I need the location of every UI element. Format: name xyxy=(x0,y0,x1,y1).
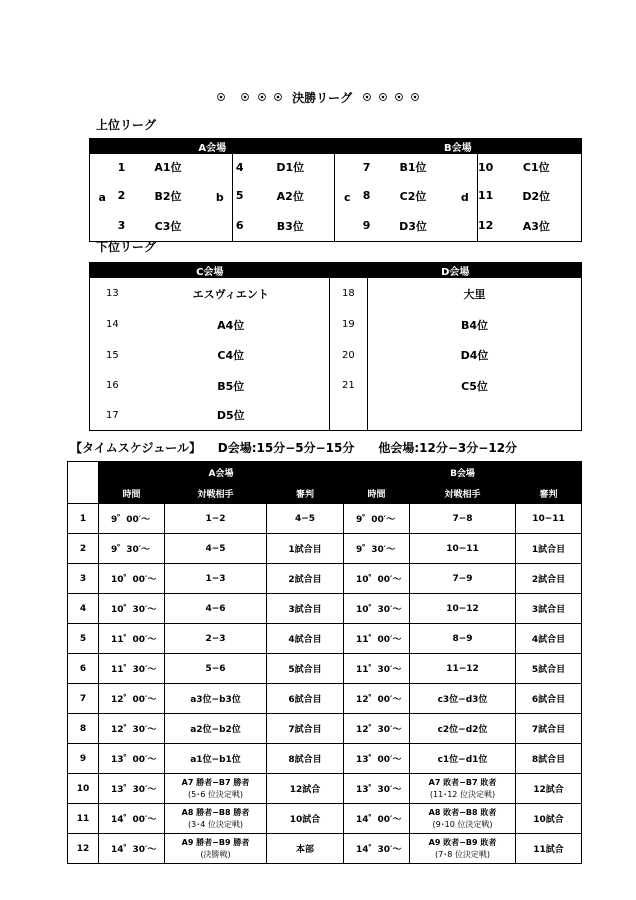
referee-cell: 1試合目 xyxy=(516,534,582,564)
referee-cell: 2試合目 xyxy=(516,564,582,594)
schedule-note: D会場:15分−5分−15分 他会場:12分−3分−12分 xyxy=(217,441,518,455)
team-number: 16 xyxy=(106,380,119,391)
time-cell: 14゜30′〜 xyxy=(99,834,165,864)
schedule-table xyxy=(67,461,582,864)
soccer-ball-icon xyxy=(393,91,405,105)
time-cell: 12゜00′〜 xyxy=(99,684,165,714)
schedule-row xyxy=(68,624,582,654)
referee-cell: 3試合目 xyxy=(516,594,582,624)
team-name: D4位 xyxy=(368,340,582,370)
time-cell: 14゜00′〜 xyxy=(344,804,410,834)
team-number: 12 xyxy=(478,211,492,241)
corner-cell xyxy=(68,462,99,504)
team-number: 3 xyxy=(117,219,126,233)
match-note: (決勝戦) xyxy=(200,849,231,859)
referee-cell: 10試合 xyxy=(516,804,582,834)
schedule-row xyxy=(68,774,582,804)
team-name: 大里 xyxy=(368,278,582,309)
time-cell: 9゜00′〜 xyxy=(344,504,410,534)
team-number: 7 xyxy=(362,160,371,174)
match-note: (7･8 位決定戦) xyxy=(435,849,490,859)
match-cell xyxy=(410,564,516,594)
venue-a-header: A会場 xyxy=(99,462,344,483)
team-name: C3位 xyxy=(154,219,182,233)
match-index: 3 xyxy=(68,564,99,594)
referee-cell: 12試合 xyxy=(267,774,344,804)
referee-cell: 8試合目 xyxy=(267,744,344,774)
referee-cell: 7試合目 xyxy=(516,714,582,744)
team-number: 18 xyxy=(330,278,368,309)
time-cell: 9゜00′〜 xyxy=(99,504,165,534)
match-cell xyxy=(410,774,516,804)
team-number: 11 xyxy=(478,180,492,211)
time-cell: 13゜00′〜 xyxy=(99,744,165,774)
match-teams: 2−3 xyxy=(205,633,226,644)
time-header: 時間 xyxy=(344,483,410,504)
soccer-ball-icon xyxy=(272,91,284,105)
time-cell: 9゜30′〜 xyxy=(99,534,165,564)
match-cell xyxy=(165,714,267,744)
match-teams: A8 敗者−B8 敗者 xyxy=(428,807,497,817)
schedule-row xyxy=(68,654,582,684)
schedule-row xyxy=(68,834,582,864)
match-teams: 10−12 xyxy=(446,603,479,614)
match-cell xyxy=(410,744,516,774)
soccer-ball-icon xyxy=(215,91,227,105)
team-name: B3位 xyxy=(276,219,304,233)
match-teams: 1−2 xyxy=(205,513,226,524)
team-name: C4位 xyxy=(217,349,245,362)
referee-cell: 1試合目 xyxy=(267,534,344,564)
match-cell xyxy=(165,744,267,774)
referee-cell: 4試合目 xyxy=(267,624,344,654)
soccer-ball-icon xyxy=(361,91,373,105)
referee-header: 審判 xyxy=(267,483,344,504)
schedule-row xyxy=(68,714,582,744)
schedule-row xyxy=(68,804,582,834)
referee-cell: 8試合目 xyxy=(516,744,582,774)
match-cell xyxy=(165,624,267,654)
referee-cell: 2試合目 xyxy=(267,564,344,594)
match-cell xyxy=(165,564,267,594)
venue-d-header: D会場 xyxy=(330,263,582,279)
group-label: c xyxy=(335,154,360,241)
match-teams: A8 勝者−B8 勝者 xyxy=(181,807,250,817)
match-cell xyxy=(410,714,516,744)
match-cell xyxy=(165,804,267,834)
schedule-title: 【タイムスケジュール】 xyxy=(70,441,202,455)
match-note: (11･12 位決定戦) xyxy=(429,789,496,799)
team-name: B1位 xyxy=(399,161,427,174)
match-teams: A7 敗者−B7 敗者 xyxy=(428,777,497,787)
time-cell: 12゜30′〜 xyxy=(344,714,410,744)
time-cell: 13゜30′〜 xyxy=(99,774,165,804)
time-cell: 12゜30′〜 xyxy=(99,714,165,744)
lower-league-heading: 下位リーグ xyxy=(96,240,157,254)
match-cell xyxy=(165,654,267,684)
schedule-row xyxy=(68,564,582,594)
team-number: 17 xyxy=(106,409,119,421)
match-index: 8 xyxy=(68,714,99,744)
team-name: A3位 xyxy=(522,219,550,233)
match-cell xyxy=(410,834,516,864)
match-teams: A9 敗者−B9 敗者 xyxy=(428,837,497,847)
match-teams: A7 勝者−B7 勝者 xyxy=(181,777,250,787)
match-note: (3･4 位決定戦) xyxy=(188,819,243,829)
schedule-row xyxy=(68,684,582,714)
group-label: d xyxy=(460,190,469,204)
match-teams: c1位−d1位 xyxy=(437,755,488,765)
match-index: 2 xyxy=(68,534,99,564)
time-cell: 11゜30′〜 xyxy=(99,654,165,684)
team-number: 9 xyxy=(362,219,371,233)
schedule-row xyxy=(68,744,582,774)
team-number: 1 xyxy=(117,160,126,174)
referee-header: 審判 xyxy=(516,483,582,504)
referee-cell: 5試合目 xyxy=(267,654,344,684)
match-cell xyxy=(165,594,267,624)
match-teams: c2位−d2位 xyxy=(437,725,488,735)
match-teams: 11−12 xyxy=(446,663,479,674)
upper-league-heading: 上位リーグ xyxy=(96,118,157,132)
team-name: C5位 xyxy=(368,370,582,401)
team-number: 21 xyxy=(330,370,368,401)
time-cell: 11゜30′〜 xyxy=(344,654,410,684)
page-title xyxy=(0,89,636,106)
match-index: 5 xyxy=(68,624,99,654)
time-cell: 10゜00′〜 xyxy=(99,564,165,594)
time-cell: 14゜30′〜 xyxy=(344,834,410,864)
team-name: A4位 xyxy=(217,318,245,332)
team-number: 20 xyxy=(330,340,368,370)
team-number: 2 xyxy=(117,189,126,202)
match-teams: 4−5 xyxy=(205,543,226,554)
team-name: C1位 xyxy=(522,161,550,174)
referee-cell: 10−11 xyxy=(516,504,582,534)
team-name xyxy=(368,401,582,430)
time-cell: 13゜30′〜 xyxy=(344,774,410,804)
match-index: 9 xyxy=(68,744,99,774)
soccer-ball-icon xyxy=(409,91,421,105)
group-label: a xyxy=(98,190,106,204)
team-number xyxy=(330,401,368,430)
time-cell: 10゜00′〜 xyxy=(344,564,410,594)
match-cell xyxy=(410,624,516,654)
time-cell: 11゜00′〜 xyxy=(344,624,410,654)
match-index: 11 xyxy=(68,804,99,834)
team-name: D1位 xyxy=(276,161,305,174)
referee-cell: 4−5 xyxy=(267,504,344,534)
team-name: D2位 xyxy=(522,189,551,203)
match-cell xyxy=(410,594,516,624)
match-teams: 7−9 xyxy=(452,573,473,584)
match-teams: 5−6 xyxy=(205,663,226,674)
time-cell: 14゜00′〜 xyxy=(99,804,165,834)
match-cell xyxy=(410,534,516,564)
match-cell xyxy=(410,654,516,684)
match-index: 12 xyxy=(68,834,99,864)
team-number: 15 xyxy=(106,349,119,361)
time-cell: 12゜00′〜 xyxy=(344,684,410,714)
referee-cell: 12試合 xyxy=(516,774,582,804)
match-index: 10 xyxy=(68,774,99,804)
team-number: 13 xyxy=(106,288,119,299)
team-name: エスヴィエント xyxy=(192,287,269,301)
referee-cell: 6試合目 xyxy=(267,684,344,714)
referee-cell: 7試合目 xyxy=(267,714,344,744)
time-cell: 9゜30′〜 xyxy=(344,534,410,564)
time-cell: 11゜00′〜 xyxy=(99,624,165,654)
match-index: 4 xyxy=(68,594,99,624)
referee-cell: 6試合目 xyxy=(516,684,582,714)
schedule-row xyxy=(68,594,582,624)
team-name: D3位 xyxy=(399,219,427,233)
team-name: B5位 xyxy=(217,379,245,393)
time-cell: 10゜30′〜 xyxy=(344,594,410,624)
team-number: 8 xyxy=(362,189,371,202)
title-text: 決勝リーグ xyxy=(292,91,353,105)
match-teams: a1位−b1位 xyxy=(190,755,241,765)
match-header: 対戦相手 xyxy=(165,483,267,504)
match-note: (5･6 位決定戦) xyxy=(188,789,243,799)
match-teams: a3位−b3位 xyxy=(190,695,241,705)
team-number: 14 xyxy=(106,319,119,330)
schedule-row xyxy=(68,534,582,564)
team-number: 4 xyxy=(233,154,247,180)
match-cell xyxy=(165,834,267,864)
venue-c-header: C会場 xyxy=(90,263,330,279)
time-cell: 13゜00′〜 xyxy=(344,744,410,774)
team-name: B2位 xyxy=(154,189,182,203)
team-name: B4位 xyxy=(368,309,582,340)
soccer-ball-icon xyxy=(256,91,268,105)
referee-cell: 3試合目 xyxy=(267,594,344,624)
match-teams: 8−9 xyxy=(452,633,473,644)
referee-cell: 4試合目 xyxy=(516,624,582,654)
upper-league-table xyxy=(89,138,582,242)
time-cell: 10゜30′〜 xyxy=(99,594,165,624)
match-index: 7 xyxy=(68,684,99,714)
team-number: 19 xyxy=(330,309,368,340)
group-label: b xyxy=(215,190,224,204)
referee-cell: 本部 xyxy=(267,834,344,864)
match-cell xyxy=(165,684,267,714)
match-teams: A9 勝者−B9 勝者 xyxy=(181,837,250,847)
referee-cell: 10試合 xyxy=(267,804,344,834)
match-teams: c3位−d3位 xyxy=(437,695,488,705)
time-header: 時間 xyxy=(99,483,165,504)
venue-a-header: A会場 xyxy=(90,139,335,155)
team-name: A2位 xyxy=(276,189,304,203)
team-number: 10 xyxy=(478,154,492,180)
match-index: 1 xyxy=(68,504,99,534)
match-cell xyxy=(410,684,516,714)
schedule-row xyxy=(68,504,582,534)
match-teams: 1−3 xyxy=(205,573,226,584)
team-number: 5 xyxy=(233,180,247,211)
match-cell xyxy=(165,774,267,804)
soccer-ball-icon xyxy=(377,91,389,105)
match-cell xyxy=(410,804,516,834)
venue-b-header: B会場 xyxy=(335,139,582,155)
lower-league-table xyxy=(89,262,582,431)
schedule-heading xyxy=(70,439,517,456)
referee-cell: 5試合目 xyxy=(516,654,582,684)
venue-b-header: B会場 xyxy=(344,462,582,483)
match-index: 6 xyxy=(68,654,99,684)
match-teams: a2位−b2位 xyxy=(190,725,241,735)
match-cell xyxy=(165,534,267,564)
soccer-ball-icon xyxy=(239,91,251,105)
match-note: (9･10 位決定戦) xyxy=(432,819,493,829)
match-cell xyxy=(410,504,516,534)
match-teams: 7−8 xyxy=(452,513,473,524)
team-name: D5位 xyxy=(216,409,245,423)
referee-cell: 11試合 xyxy=(516,834,582,864)
match-header: 対戦相手 xyxy=(410,483,516,504)
team-name: C2位 xyxy=(399,189,427,203)
team-name: A1位 xyxy=(154,161,182,174)
team-number: 6 xyxy=(233,211,247,241)
match-cell xyxy=(165,504,267,534)
match-teams: 10−11 xyxy=(446,543,479,554)
match-teams: 4−6 xyxy=(205,603,226,614)
